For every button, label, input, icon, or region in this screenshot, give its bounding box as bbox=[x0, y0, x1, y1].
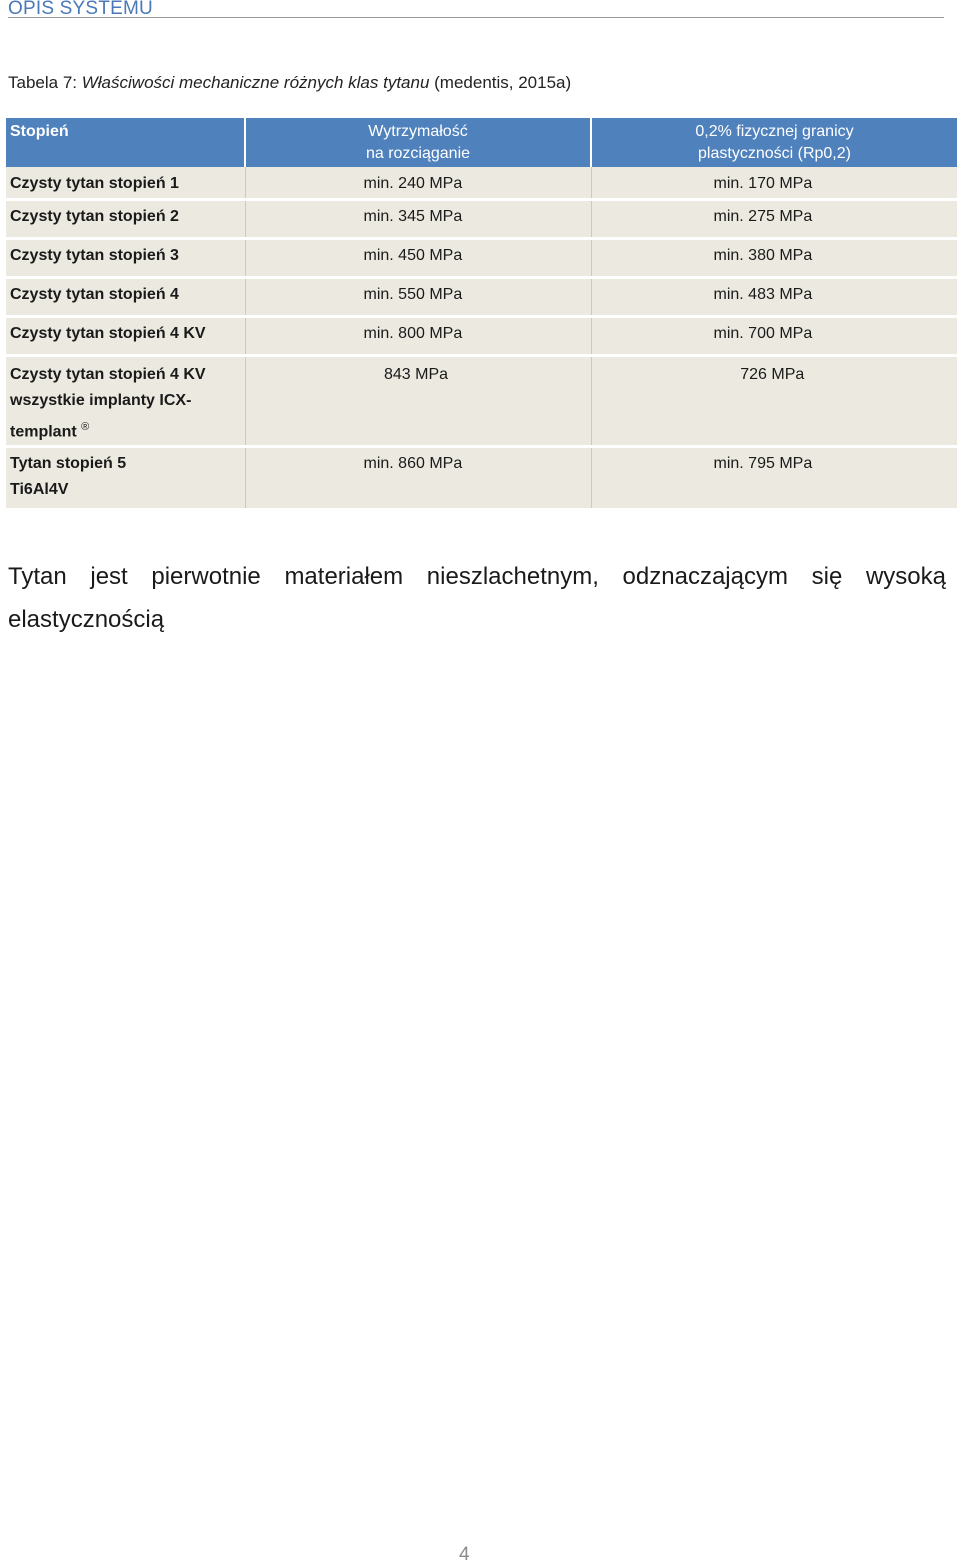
table-row bbox=[6, 355, 957, 446]
cell-grade bbox=[6, 355, 245, 446]
header-tensile-strength bbox=[245, 118, 591, 167]
cell-grade: Czysty tytan stopień 1 bbox=[6, 167, 245, 199]
running-header-title: OPIS SYSTEMU bbox=[8, 0, 153, 19]
cell-tensile: 843 MPa bbox=[245, 355, 591, 446]
table-caption bbox=[8, 73, 571, 93]
cell-yield: min. 380 MPa bbox=[591, 238, 957, 277]
body-paragraph: Tytan jest pierwotnie materiałem nieszlachetnym, odznaczającym się wysoką elastycznością bbox=[8, 563, 946, 633]
caption-title: Właściwości mechaniczne różnych klas tytanu bbox=[81, 73, 430, 92]
titanium-properties-table bbox=[6, 118, 957, 508]
cell-tensile: min. 860 MPa bbox=[245, 446, 591, 508]
table-header-row bbox=[6, 118, 957, 167]
header-yield-strength bbox=[591, 118, 957, 167]
cell-grade-line1: Tytan stopień 5 bbox=[10, 454, 127, 472]
registered-mark: ® bbox=[81, 420, 90, 433]
cell-tensile: min. 240 MPa bbox=[245, 167, 591, 199]
cell-tensile: min. 450 MPa bbox=[245, 238, 591, 277]
header-tensile-line2: na rozciąganie bbox=[365, 145, 471, 162]
header-tensile-line1: Wytrzymałość bbox=[368, 123, 468, 140]
header-yield-line1: 0,2% fizycznej granicy bbox=[695, 123, 854, 140]
cell-tensile: min. 800 MPa bbox=[245, 316, 591, 355]
table-row bbox=[6, 277, 957, 316]
table-row bbox=[6, 446, 957, 508]
table-row bbox=[6, 238, 957, 277]
header-grade: Stopień bbox=[6, 118, 245, 167]
cell-grade-line2: wszystkie implanty ICX- bbox=[10, 391, 192, 409]
cell-grade-line2: Ti6Al4V bbox=[10, 480, 69, 498]
caption-source: (medentis, 2015a) bbox=[429, 73, 572, 92]
cell-yield: min. 700 MPa bbox=[591, 316, 957, 355]
page-number: 4 bbox=[459, 1544, 470, 1565]
cell-yield: min. 795 MPa bbox=[591, 446, 957, 508]
cell-yield: 726 MPa bbox=[591, 355, 957, 446]
cell-grade-line3: templant bbox=[10, 422, 77, 440]
cell-grade: Czysty tytan stopień 2 bbox=[6, 199, 245, 238]
header-divider bbox=[8, 17, 944, 18]
caption-prefix: Tabela 7: bbox=[8, 73, 82, 92]
cell-tensile: min. 550 MPa bbox=[245, 277, 591, 316]
cell-tensile: min. 345 MPa bbox=[245, 199, 591, 238]
cell-grade: Czysty tytan stopień 4 KV bbox=[6, 316, 245, 355]
cell-yield: min. 170 MPa bbox=[591, 167, 957, 199]
cell-grade: Czysty tytan stopień 3 bbox=[6, 238, 245, 277]
table-row bbox=[6, 316, 957, 355]
header-yield-line2: plastyczności (Rp0,2) bbox=[698, 145, 851, 162]
cell-yield: min. 483 MPa bbox=[591, 277, 957, 316]
table-row bbox=[6, 167, 957, 199]
cell-yield: min. 275 MPa bbox=[591, 199, 957, 238]
cell-grade: Czysty tytan stopień 4 bbox=[6, 277, 245, 316]
table-row bbox=[6, 199, 957, 238]
cell-grade bbox=[6, 446, 245, 508]
cell-grade-line1: Czysty tytan stopień 4 KV bbox=[10, 365, 206, 383]
